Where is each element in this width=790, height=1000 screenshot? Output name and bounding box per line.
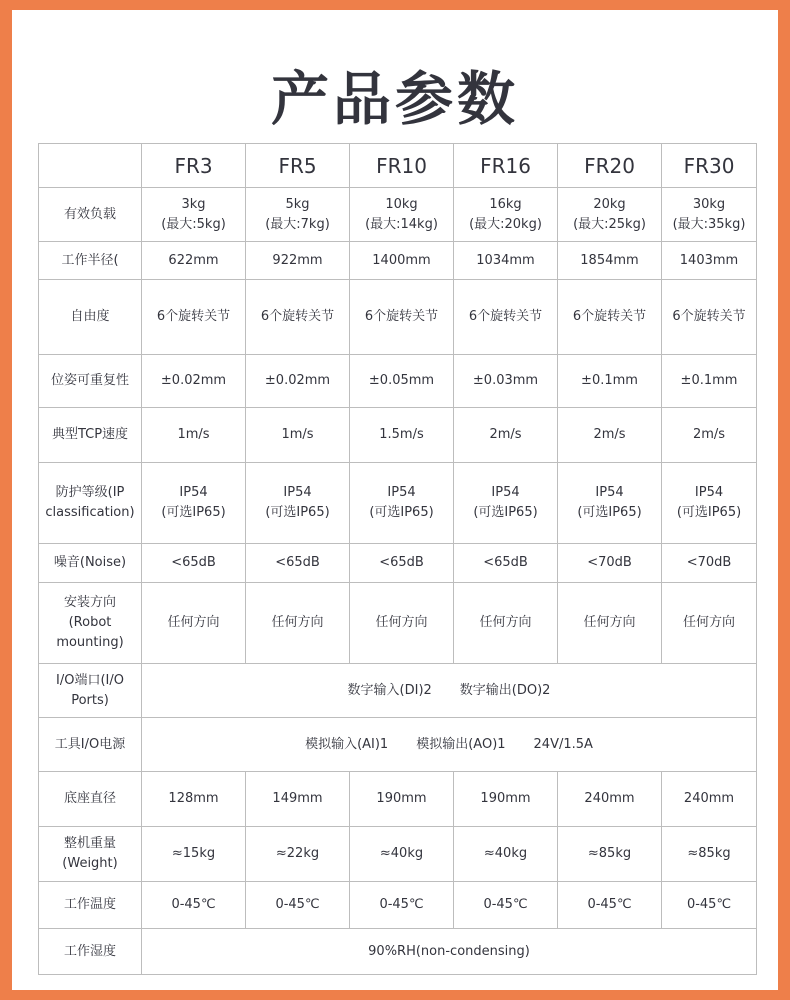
model-header: FR5 (246, 144, 350, 188)
value-cell: ≈40kg (454, 827, 558, 882)
spec-row (39, 242, 757, 280)
spec-row (39, 827, 757, 882)
value-cell: 6个旋转关节 (454, 280, 558, 355)
row-label: 整机重量 (Weight) (39, 827, 142, 882)
value-cell: IP54 (可选IP65) (142, 463, 246, 544)
spec-row (39, 664, 757, 718)
value-cell: 16kg (最大:20kg) (454, 188, 558, 242)
value-cell: 1m/s (246, 408, 350, 463)
spanned-value-cell (142, 929, 757, 975)
value-cell: 任何方向 (454, 583, 558, 664)
value-cell: 240mm (558, 772, 662, 827)
row-label: 自由度 (39, 280, 142, 355)
row-label: 噪音(Noise) (39, 544, 142, 583)
value-cell: 240mm (662, 772, 757, 827)
value-cell: <70dB (558, 544, 662, 583)
value-cell: 1m/s (142, 408, 246, 463)
row-label: 典型TCP速度 (39, 408, 142, 463)
page-frame (12, 10, 778, 990)
value-cell: 2m/s (454, 408, 558, 463)
value-cell: ±0.03mm (454, 355, 558, 408)
value-cell: ±0.05mm (350, 355, 454, 408)
value-cell: ±0.02mm (246, 355, 350, 408)
value-cell: 6个旋转关节 (350, 280, 454, 355)
value-cell: IP54 (可选IP65) (350, 463, 454, 544)
spec-row (39, 772, 757, 827)
model-header: FR3 (142, 144, 246, 188)
value-cell: ≈40kg (350, 827, 454, 882)
value-cell: 10kg (最大:14kg) (350, 188, 454, 242)
spec-row (39, 882, 757, 929)
spanned-value: 数字输入(DI)2 (347, 682, 432, 698)
value-cell: 1854mm (558, 242, 662, 280)
value-cell: 0-45℃ (662, 882, 757, 929)
value-cell: ≈22kg (246, 827, 350, 882)
corner-cell (39, 144, 142, 188)
value-cell: ≈15kg (142, 827, 246, 882)
spanned-value: 90%RH(non-condensing) (368, 943, 530, 959)
value-cell: IP54 (可选IP65) (558, 463, 662, 544)
value-cell: 0-45℃ (454, 882, 558, 929)
row-label: 防护等级(IP classification) (39, 463, 142, 544)
value-cell: 0-45℃ (350, 882, 454, 929)
page-title: 产品参数 (270, 65, 519, 133)
value-cell: 30kg (最大:35kg) (662, 188, 757, 242)
header-row (39, 144, 757, 188)
value-cell: 1034mm (454, 242, 558, 280)
spanned-value-cell (142, 664, 757, 718)
value-cell: 任何方向 (662, 583, 757, 664)
row-label: I/O端口(I/O Ports) (39, 664, 142, 718)
value-cell: 2m/s (662, 408, 757, 463)
value-cell: 1403mm (662, 242, 757, 280)
value-cell: ≈85kg (662, 827, 757, 882)
value-cell: 0-45℃ (558, 882, 662, 929)
value-cell: ≈85kg (558, 827, 662, 882)
value-cell: 6个旋转关节 (558, 280, 662, 355)
value-cell: <65dB (246, 544, 350, 583)
value-cell: 128mm (142, 772, 246, 827)
spec-row (39, 355, 757, 408)
value-cell: 149mm (246, 772, 350, 827)
row-label: 工作湿度 (39, 929, 142, 975)
value-cell: 1400mm (350, 242, 454, 280)
spanned-value-cell (142, 718, 757, 772)
model-header: FR20 (558, 144, 662, 188)
spec-row (39, 718, 757, 772)
spec-table (38, 143, 757, 975)
value-cell: ±0.1mm (662, 355, 757, 408)
value-cell: IP54 (可选IP65) (246, 463, 350, 544)
value-cell: <65dB (454, 544, 558, 583)
value-cell: <65dB (350, 544, 454, 583)
value-cell: 任何方向 (246, 583, 350, 664)
value-cell: <70dB (662, 544, 757, 583)
row-label: 工作温度 (39, 882, 142, 929)
value-cell: 任何方向 (350, 583, 454, 664)
row-label: 工具I/O电源 (39, 718, 142, 772)
value-cell: 任何方向 (558, 583, 662, 664)
model-header: FR16 (454, 144, 558, 188)
value-cell: 3kg (最大:5kg) (142, 188, 246, 242)
value-cell: 922mm (246, 242, 350, 280)
value-cell: 6个旋转关节 (662, 280, 757, 355)
spec-row (39, 929, 757, 975)
spanned-value: 模拟输出(AO)1 (416, 736, 506, 752)
model-header: FR10 (350, 144, 454, 188)
value-cell: 6个旋转关节 (246, 280, 350, 355)
value-cell: IP54 (可选IP65) (454, 463, 558, 544)
value-cell: 190mm (350, 772, 454, 827)
value-cell: 622mm (142, 242, 246, 280)
value-cell: IP54 (可选IP65) (662, 463, 757, 544)
value-cell: 20kg (最大:25kg) (558, 188, 662, 242)
value-cell: 5kg (最大:7kg) (246, 188, 350, 242)
value-cell: ±0.02mm (142, 355, 246, 408)
value-cell: 0-45℃ (142, 882, 246, 929)
spanned-value: 24V/1.5A (533, 736, 593, 752)
spanned-value: 模拟输入(AI)1 (305, 736, 389, 752)
spanned-value: 数字输出(DO)2 (459, 682, 551, 698)
spec-row (39, 408, 757, 463)
value-cell: 2m/s (558, 408, 662, 463)
spec-row (39, 583, 757, 664)
value-cell: 0-45℃ (246, 882, 350, 929)
row-label: 安装方向 (Robot mounting) (39, 583, 142, 664)
value-cell: 任何方向 (142, 583, 246, 664)
row-label: 有效负载 (39, 188, 142, 242)
value-cell: 6个旋转关节 (142, 280, 246, 355)
value-cell: 1.5m/s (350, 408, 454, 463)
value-cell: 190mm (454, 772, 558, 827)
model-header: FR30 (662, 144, 757, 188)
row-label: 底座直径 (39, 772, 142, 827)
spec-row (39, 544, 757, 583)
spec-row (39, 280, 757, 355)
value-cell: ±0.1mm (558, 355, 662, 408)
row-label: 工作半径( (39, 242, 142, 280)
row-label: 位姿可重复性 (39, 355, 142, 408)
spec-row (39, 188, 757, 242)
spec-row (39, 463, 757, 544)
value-cell: <65dB (142, 544, 246, 583)
